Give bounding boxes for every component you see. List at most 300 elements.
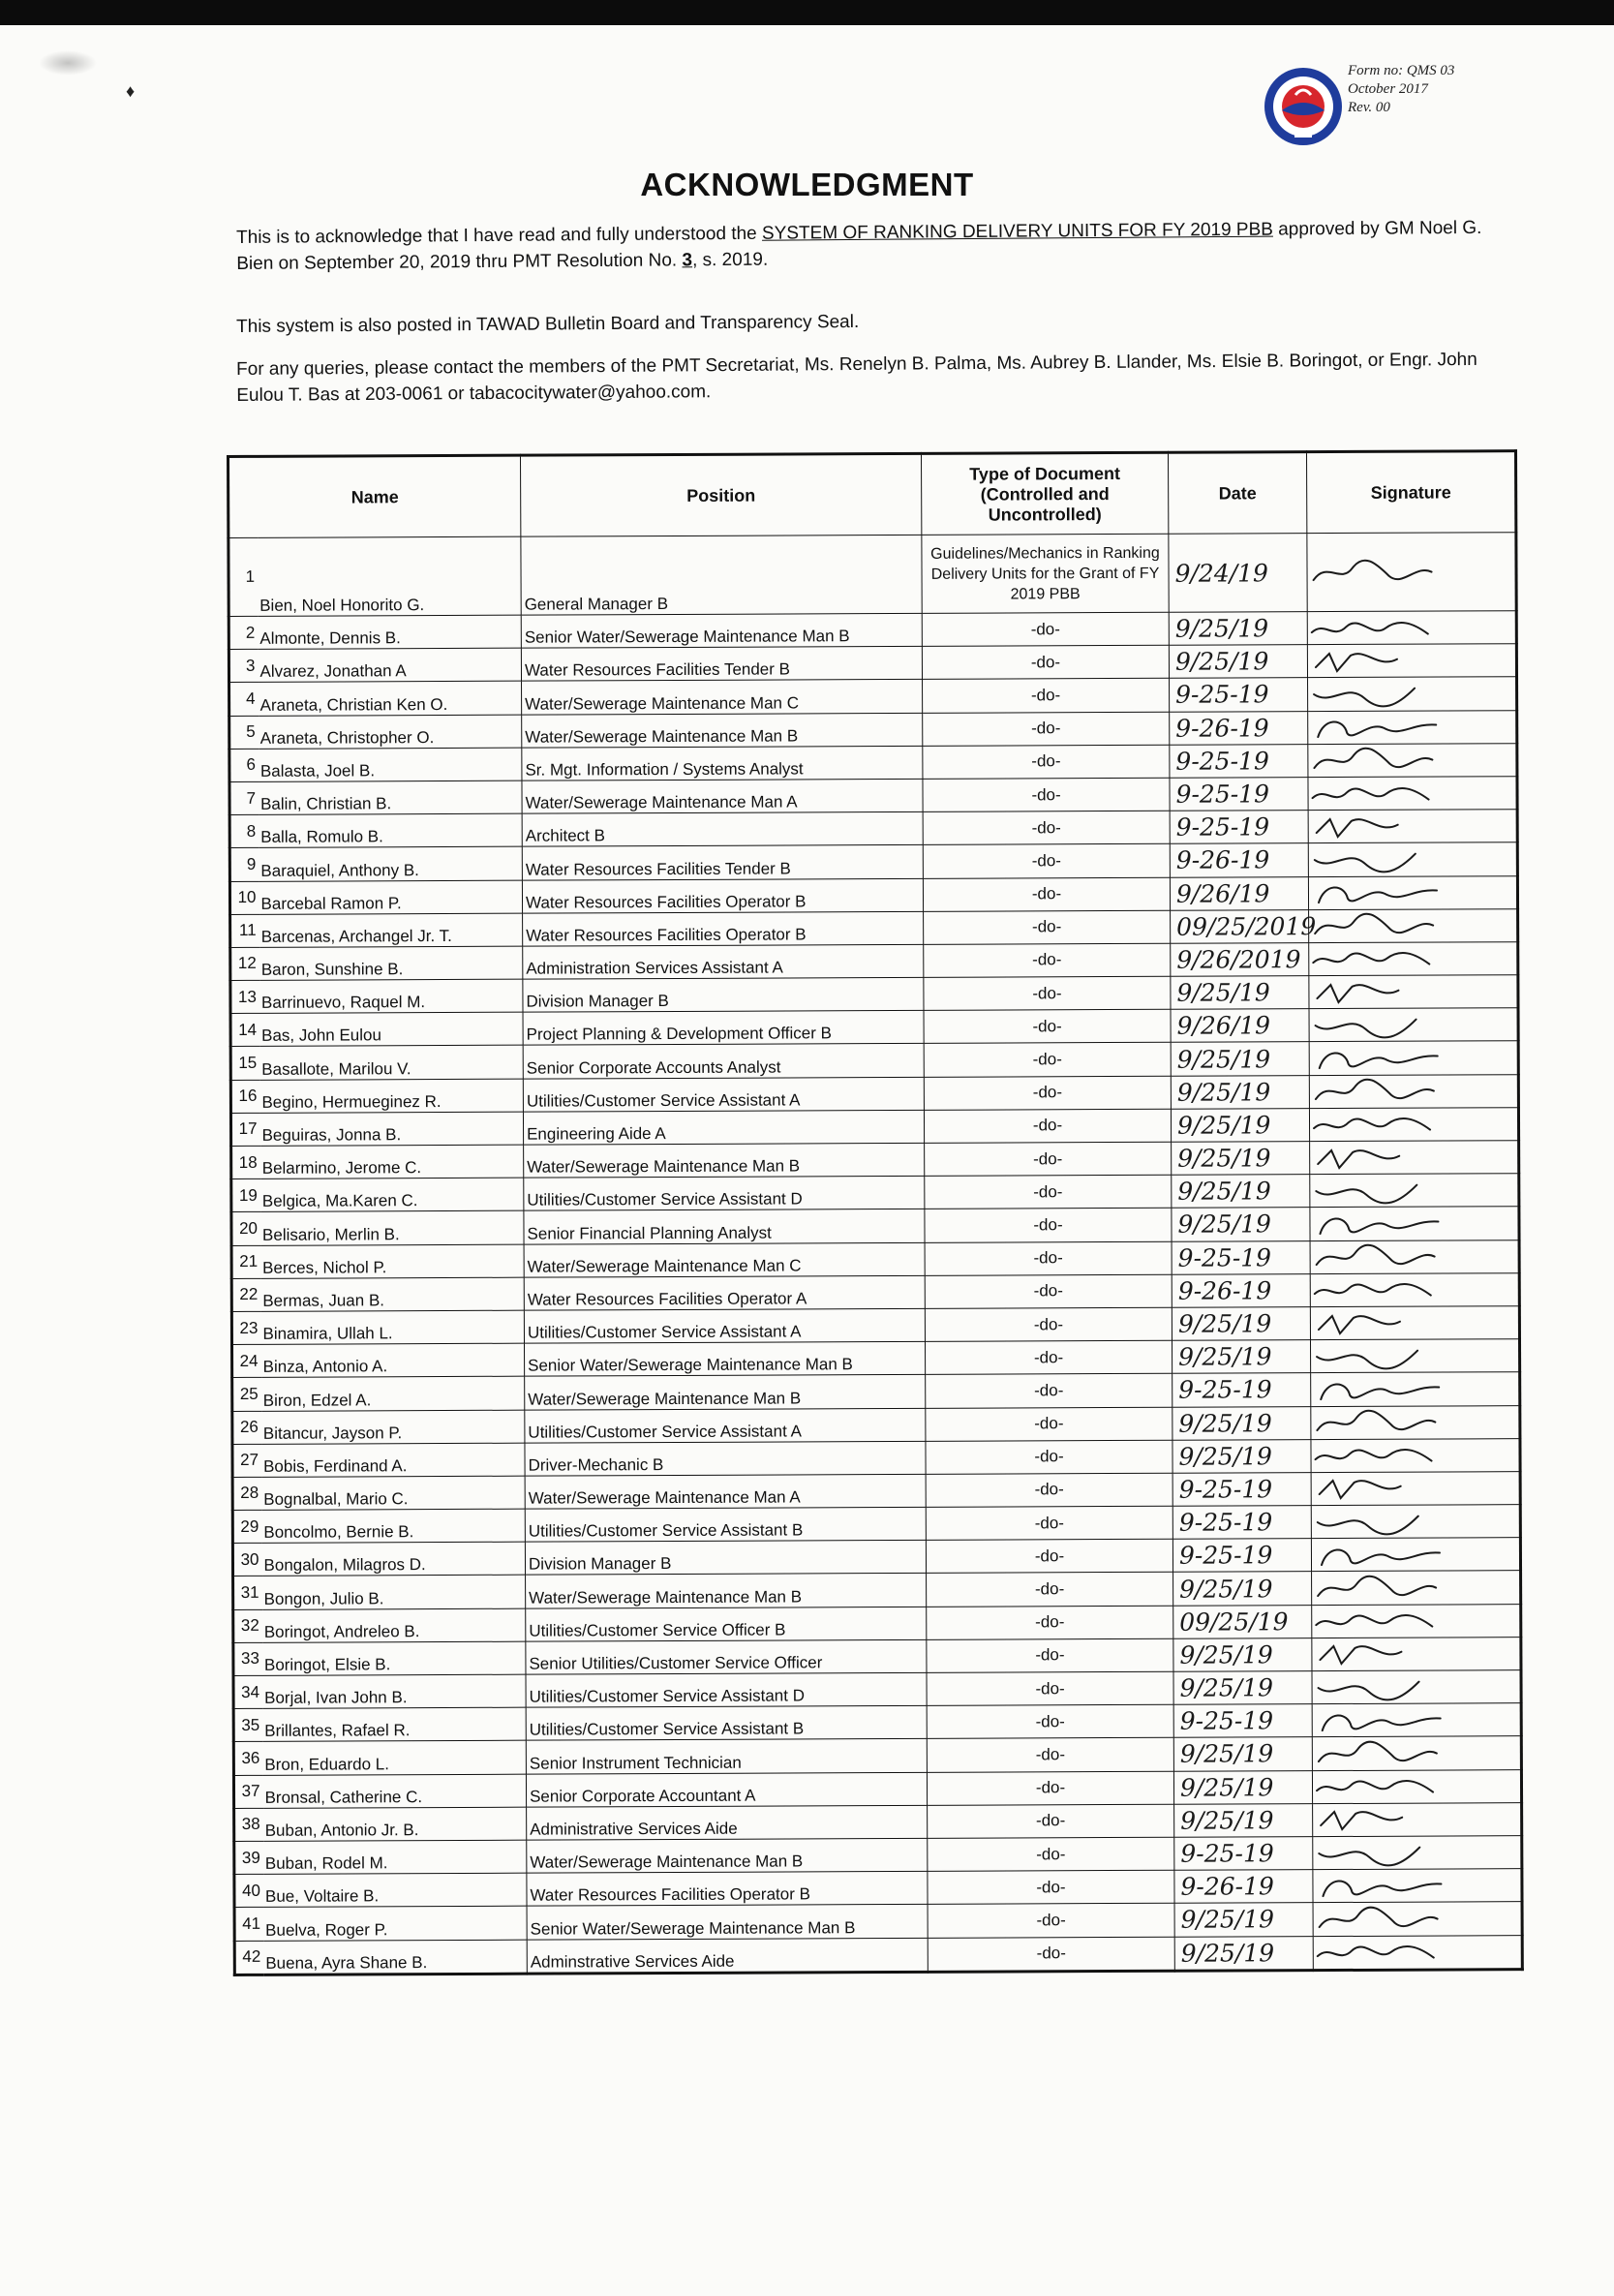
employee-name: Bognalbal, Mario C. — [261, 1476, 525, 1510]
row-number: 10 — [229, 881, 259, 914]
table-row — [232, 1339, 1520, 1378]
handwritten-signature — [1308, 780, 1498, 808]
signature-cell — [1311, 1538, 1520, 1572]
employee-name: Binamira, Ullah L. — [260, 1310, 524, 1344]
signature-cell — [1311, 1505, 1520, 1539]
signature-cell — [1308, 810, 1517, 843]
row-number: 14 — [230, 1014, 259, 1047]
signature-cell — [1310, 1306, 1519, 1340]
document-type: -do- — [927, 1738, 1173, 1772]
row-number: 40 — [234, 1874, 263, 1907]
employee-name: Balla, Romulo B. — [259, 813, 522, 847]
row-number: 4 — [229, 683, 259, 716]
table-header-row — [228, 451, 1516, 538]
employee-name: Buban, Rodel M. — [263, 1840, 527, 1874]
document-type: -do- — [926, 1407, 1172, 1441]
employee-name: Bue, Voltaire B. — [263, 1873, 527, 1907]
document-type: -do- — [923, 712, 1170, 746]
employee-position: Water/Sewerage Maintenance Man B — [522, 713, 923, 748]
handwritten-signature — [1312, 1640, 1502, 1668]
table-row — [230, 1008, 1518, 1047]
document-type: -do- — [928, 1904, 1174, 1938]
signature-cell — [1313, 1935, 1522, 1970]
employee-name: Bitancur, Jayson P. — [261, 1410, 525, 1444]
signature-cell — [1312, 1670, 1521, 1704]
signature-cell — [1310, 1272, 1519, 1306]
handwritten-date: 9-26-19 — [1174, 1870, 1313, 1904]
row-number: 39 — [234, 1841, 263, 1874]
table-row — [231, 1272, 1519, 1311]
handwritten-signature — [1309, 912, 1499, 940]
employee-name: Bas, John Eulou — [259, 1012, 523, 1046]
employee-position: Utilities/Customer Service Assistant D — [526, 1672, 927, 1707]
signature-cell — [1313, 1902, 1522, 1936]
signature-cell — [1309, 908, 1518, 942]
signature-cell — [1311, 1405, 1520, 1439]
handwritten-date: 9/25/19 — [1173, 1671, 1312, 1705]
handwritten-signature — [1313, 1706, 1503, 1734]
document-type: -do- — [925, 1209, 1172, 1242]
document-type: -do- — [923, 778, 1170, 811]
handwritten-date: 9-25-19 — [1170, 778, 1308, 811]
handwritten-signature — [1313, 1839, 1503, 1867]
form-revision: Rev. 00 — [1348, 100, 1390, 115]
row-number: 20 — [231, 1212, 260, 1245]
document-type: -do- — [922, 645, 1169, 679]
employee-name: Buban, Antonio Jr. B. — [263, 1807, 527, 1841]
handwritten-signature — [1308, 614, 1498, 642]
document-type: -do- — [924, 976, 1171, 1010]
row-number: 37 — [233, 1775, 262, 1808]
handwritten-signature — [1313, 1673, 1503, 1701]
signature-cell — [1312, 1571, 1521, 1605]
employee-name: Bongalon, Milagros D. — [261, 1542, 525, 1576]
table-row — [233, 1571, 1521, 1609]
table-row — [229, 842, 1517, 881]
signature-cell — [1309, 1041, 1518, 1075]
handwritten-date: 9/25/19 — [1173, 1638, 1312, 1671]
handwritten-date: 9/25/19 — [1172, 1340, 1310, 1374]
handwritten-date: 9-26-19 — [1170, 843, 1308, 877]
row-number: 13 — [230, 980, 259, 1013]
handwritten-signature — [1310, 1111, 1500, 1139]
employee-position: Water/Sewerage Maintenance Man C — [524, 1242, 925, 1277]
handwritten-date: 9/26/2019 — [1171, 943, 1309, 977]
employee-position: Senior Financial Planning Analyst — [524, 1209, 925, 1244]
table-row — [232, 1538, 1520, 1577]
signature-cell — [1309, 1074, 1518, 1108]
employee-position: Water Resources Facilities Tender B — [521, 647, 922, 682]
document-type: -do- — [927, 1638, 1173, 1672]
employee-name: Boncolmo, Bernie B. — [261, 1509, 525, 1543]
handwritten-date: 09/25/19 — [1173, 1605, 1312, 1638]
employee-name: Borjal, Ivan John B. — [262, 1674, 526, 1708]
employee-name: Bien, Noel Honorito G. — [258, 536, 521, 616]
handwritten-signature — [1312, 1475, 1502, 1503]
handwritten-signature — [1311, 1408, 1501, 1436]
table-row — [228, 533, 1516, 617]
table-row — [233, 1736, 1521, 1775]
handwritten-date: 9/26/19 — [1170, 876, 1308, 910]
employee-position: Water Resources Facilities Operator B — [522, 878, 923, 913]
handwritten-signature — [1308, 647, 1498, 675]
row-number: 6 — [229, 749, 259, 781]
employee-name: Biron, Edzel A. — [261, 1376, 525, 1410]
header-signature: Signature — [1306, 451, 1515, 534]
document-type: -do- — [924, 1109, 1171, 1143]
page-title: ACKNOWLEDGMENT — [640, 167, 974, 202]
employee-position: Water/Sewerage Maintenance Man C — [522, 680, 923, 715]
document-type: -do- — [923, 877, 1170, 911]
signature-cell — [1312, 1736, 1521, 1770]
handwritten-date: 9/25/19 — [1172, 1307, 1310, 1341]
table-row — [230, 1107, 1518, 1146]
document-type: -do- — [922, 612, 1169, 646]
handwritten-date: 9-25-19 — [1172, 1506, 1311, 1540]
row-number: 5 — [229, 716, 259, 749]
handwritten-signature — [1311, 1309, 1501, 1337]
row-number: 8 — [229, 814, 259, 847]
row-number: 9 — [229, 848, 259, 881]
row-number: 32 — [233, 1609, 262, 1642]
table-row — [228, 644, 1516, 683]
form-date: October 2017 — [1348, 81, 1428, 97]
employee-position: Water Resources Facilities Operator B — [527, 1871, 928, 1906]
employee-position: Senior Water/Sewerage Maintenance Man B — [521, 613, 922, 648]
employee-name: Almonte, Dennis B. — [258, 615, 521, 649]
row-number: 12 — [230, 947, 259, 980]
row-number: 17 — [230, 1113, 259, 1146]
row-number: 15 — [230, 1047, 259, 1080]
employee-name: Buelva, Roger P. — [263, 1906, 527, 1940]
signature-cell — [1313, 1802, 1522, 1836]
signature-cell — [1312, 1637, 1521, 1670]
handwritten-date: 9-25-19 — [1173, 1704, 1312, 1738]
handwritten-date: 9/25/19 — [1171, 1042, 1309, 1076]
employee-position: Adminstrative Services Aide — [527, 1938, 928, 1974]
employee-position: Senior Water/Sewerage Maintenance Man B — [525, 1341, 926, 1376]
signature-cell — [1308, 677, 1517, 711]
handwritten-date: 9/25/19 — [1172, 1208, 1310, 1241]
table-row — [229, 810, 1517, 848]
employee-position: Senior Corporate Accounts Analyst — [523, 1044, 924, 1079]
signature-cell — [1311, 1472, 1520, 1506]
handwritten-date: 9/25/19 — [1171, 1075, 1309, 1109]
table-row — [234, 1935, 1522, 1975]
signature-cell — [1310, 1141, 1519, 1175]
employee-position: Water/Sewerage Maintenance Man B — [527, 1838, 928, 1873]
document-type: -do- — [924, 943, 1171, 977]
employee-name: Baron, Sunshine B. — [259, 946, 523, 980]
handwritten-date: 9/25/19 — [1173, 1770, 1312, 1804]
employee-name: Belarmino, Jerome C. — [260, 1145, 524, 1179]
employee-name: Bermas, Juan B. — [260, 1277, 524, 1311]
row-number: 27 — [232, 1444, 261, 1477]
employee-name: Baraquiel, Anthony B. — [259, 846, 522, 880]
handwritten-signature — [1309, 945, 1499, 973]
employee-position: Water Resources Facilities Operator B — [523, 911, 924, 946]
employee-position: Water/Sewerage Maintenance Man B — [526, 1574, 927, 1608]
table-row — [231, 1207, 1519, 1245]
document-type: -do- — [927, 1771, 1173, 1805]
employee-name: Balasta, Joel B. — [259, 748, 522, 781]
row-number: 35 — [233, 1709, 262, 1742]
row-number: 28 — [232, 1477, 261, 1510]
handwritten-signature — [1310, 1209, 1500, 1238]
header-date: Date — [1168, 452, 1306, 535]
row-number: 33 — [233, 1642, 262, 1675]
table-row — [233, 1637, 1521, 1675]
table-row — [230, 1041, 1518, 1080]
handwritten-signature — [1309, 812, 1499, 841]
table-row — [231, 1306, 1519, 1345]
document-type: -do- — [923, 679, 1170, 713]
table-row — [233, 1703, 1521, 1742]
employee-position: General Manager B — [521, 535, 922, 615]
table-row — [234, 1802, 1522, 1841]
employee-position: Division Manager B — [525, 1541, 926, 1576]
handwritten-date: 9/25/19 — [1169, 645, 1307, 679]
document-type: -do- — [923, 811, 1170, 844]
signature-cell — [1309, 1008, 1518, 1042]
employee-position: Water Resources Facilities Tender B — [522, 845, 923, 880]
document-type: -do- — [925, 1241, 1172, 1275]
employee-position: Senior Utilities/Customer Service Officer — [526, 1639, 927, 1674]
table-row — [233, 1769, 1521, 1808]
acknowledgment-table-wrap — [227, 449, 1521, 1975]
handwritten-date: 9/24/19 — [1169, 534, 1307, 613]
employee-position: Utilities/Customer Service Assistant D — [524, 1177, 925, 1211]
employee-name: Bron, Eduardo L. — [262, 1741, 526, 1775]
signature-cell — [1309, 975, 1518, 1009]
system-title: SYSTEM OF RANKING DELIVERY UNITS FOR FY 2019 PBB — [761, 219, 1273, 244]
table-row — [229, 677, 1517, 716]
handwritten-date: 9-26-19 — [1170, 711, 1308, 745]
handwritten-signature — [1310, 1177, 1500, 1205]
signature-cell — [1311, 1372, 1520, 1406]
table-row — [231, 1174, 1519, 1212]
document-type: -do- — [928, 1937, 1174, 1972]
row-number: 41 — [234, 1908, 263, 1941]
handwritten-signature — [1310, 1011, 1500, 1039]
employee-name: Boringot, Andreleo B. — [262, 1608, 526, 1642]
table-row — [230, 908, 1518, 947]
handwritten-date: 9/25/19 — [1172, 1175, 1310, 1209]
signature-cell — [1310, 1339, 1519, 1373]
document-type: -do- — [926, 1440, 1172, 1474]
handwritten-date: 9-25-19 — [1172, 1539, 1311, 1573]
row-number: 34 — [233, 1675, 262, 1708]
employee-name: Basallote, Marilou V. — [259, 1046, 523, 1080]
signature-cell — [1310, 1207, 1519, 1240]
signature-cell — [1313, 1836, 1522, 1870]
row-number: 18 — [231, 1146, 260, 1179]
employee-name: Belgica, Ma.Karen C. — [260, 1178, 524, 1211]
handwritten-date: 9/26/19 — [1171, 1009, 1309, 1043]
handwritten-date: 9-25-19 — [1172, 1240, 1310, 1274]
scan-speck: ♦ — [126, 81, 136, 101]
signature-cell — [1308, 842, 1517, 876]
employee-name: Brillantes, Rafael R. — [262, 1707, 526, 1741]
handwritten-signature — [1313, 1872, 1503, 1900]
employee-name: Barrinuevo, Raquel M. — [259, 979, 523, 1013]
table-row — [230, 1074, 1518, 1113]
handwritten-signature — [1311, 1342, 1501, 1370]
document-type: -do- — [925, 1274, 1172, 1308]
row-number: 26 — [232, 1411, 261, 1444]
employee-name: Barcebal Ramon P. — [259, 880, 522, 914]
table-row — [232, 1505, 1520, 1544]
document-type: -do- — [926, 1340, 1172, 1374]
handwritten-signature — [1311, 1242, 1501, 1270]
document-type: -do- — [927, 1671, 1173, 1705]
table-row — [228, 611, 1516, 650]
employee-position: Architect B — [522, 811, 923, 846]
employee-position: Water/Sewerage Maintenance Man B — [525, 1375, 926, 1410]
employee-position: Water/Sewerage Maintenance Man A — [525, 1474, 926, 1509]
intro-prefix: This is to acknowledge that I have read and fully understood the — [236, 223, 763, 248]
document-type: -do- — [928, 1804, 1174, 1838]
handwritten-signature — [1310, 1044, 1500, 1072]
document-type: -do- — [925, 1307, 1172, 1341]
employee-position: Utilities/Customer Service Assistant A — [524, 1308, 925, 1343]
employee-position: Project Planning & Development Officer B — [523, 1011, 924, 1046]
signature-cell — [1307, 611, 1516, 645]
employee-name: Beguiras, Jonna B. — [259, 1112, 523, 1146]
row-number: 11 — [230, 914, 259, 947]
table-row — [233, 1670, 1521, 1709]
handwritten-date: 9-25-19 — [1170, 678, 1308, 712]
handwritten-date: 9-26-19 — [1172, 1273, 1310, 1307]
employee-name: Binza, Antonio A. — [261, 1343, 525, 1377]
document-type: -do- — [928, 1837, 1174, 1871]
employee-position: Water/Sewerage Maintenance Man A — [522, 779, 923, 813]
table-row — [231, 1240, 1519, 1278]
table-row — [234, 1836, 1522, 1875]
table-row — [229, 743, 1517, 781]
employee-position: Utilities/Customer Service Officer B — [526, 1607, 927, 1641]
signature-cell — [1313, 1869, 1522, 1903]
employee-name: Bongon, Julio B. — [262, 1576, 526, 1609]
row-number: 38 — [234, 1808, 263, 1841]
employee-name: Belisario, Merlin B. — [260, 1211, 524, 1245]
signature-cell — [1308, 875, 1517, 909]
document-type: -do- — [924, 910, 1171, 944]
row-number: 22 — [231, 1278, 260, 1311]
table-row — [233, 1604, 1521, 1642]
employee-position: Administrative Services Aide — [527, 1805, 928, 1840]
signature-cell — [1312, 1703, 1521, 1737]
intro-middle: approved by GM Noel G. Bien on September 20, 2019 thru PMT Resolution No. — [236, 217, 1482, 274]
handwritten-date: 9/25/19 — [1172, 1439, 1311, 1473]
document-type: -do- — [927, 1606, 1173, 1639]
document-type: -do- — [926, 1374, 1172, 1408]
handwritten-date: 9/25/19 — [1172, 1406, 1311, 1440]
acknowledgment-paragraph — [236, 215, 1505, 277]
signature-cell — [1312, 1769, 1521, 1803]
handwritten-date: 9-25-19 — [1172, 1373, 1311, 1407]
form-info — [1348, 62, 1454, 117]
form-number: Form no: QMS 03 — [1348, 63, 1455, 78]
employee-position: Senior Water/Sewerage Maintenance Man B — [527, 1905, 928, 1940]
table-row — [229, 875, 1517, 914]
table-row — [230, 942, 1518, 981]
handwritten-signature — [1312, 1607, 1502, 1635]
employee-position: Water/Sewerage Maintenance Man B — [524, 1143, 925, 1178]
document-type: -do- — [927, 1704, 1173, 1738]
handwritten-signature — [1308, 747, 1498, 775]
row-number: 16 — [230, 1080, 259, 1113]
employee-name: Alvarez, Jonathan A — [258, 648, 521, 682]
employee-name: Buena, Ayra Shane B. — [263, 1940, 527, 1975]
handwritten-signature — [1314, 1905, 1504, 1933]
handwritten-date: 9/25/19 — [1173, 1737, 1312, 1771]
document-type: -do- — [923, 745, 1170, 779]
row-number: 3 — [228, 650, 258, 683]
handwritten-date: 9-25-19 — [1174, 1837, 1313, 1871]
signature-cell — [1310, 1240, 1519, 1273]
handwritten-signature — [1314, 1938, 1504, 1966]
employee-name: Barcenas, Archangel Jr. T. — [259, 913, 523, 947]
employee-position: Engineering Aide A — [523, 1110, 924, 1145]
table-body — [228, 533, 1522, 1975]
row-number: 29 — [232, 1510, 261, 1543]
signature-cell — [1308, 777, 1517, 811]
header-doc-type: Type of Document (Controlled and Uncontrolled) — [921, 452, 1168, 535]
header-name: Name — [228, 455, 521, 537]
handwritten-signature — [1313, 1772, 1503, 1800]
handwritten-signature — [1313, 1739, 1503, 1767]
handwritten-signature — [1311, 1442, 1501, 1470]
table-row — [229, 777, 1517, 815]
employee-position: Water Resources Facilities Operator A — [524, 1275, 925, 1310]
handwritten-signature — [1309, 978, 1499, 1006]
signature-cell — [1307, 644, 1516, 678]
row-number: 7 — [229, 781, 259, 814]
employee-name: Bobis, Ferdinand A. — [261, 1443, 525, 1477]
employee-position: Utilities/Customer Service Assistant B — [525, 1507, 926, 1542]
employee-position: Utilities/Customer Service Assistant A — [525, 1408, 926, 1443]
employee-position: Senior Instrument Technician — [526, 1739, 927, 1774]
handwritten-signature — [1308, 680, 1498, 708]
row-number: 1 — [228, 537, 258, 616]
row-number: 24 — [232, 1344, 261, 1377]
employee-position: Driver-Mechanic B — [525, 1441, 926, 1476]
handwritten-date: 9/25/19 — [1174, 1936, 1313, 1971]
row-number: 21 — [231, 1245, 260, 1278]
acknowledgment-table — [227, 449, 1524, 1975]
handwritten-date: 9/25/19 — [1171, 976, 1309, 1010]
employee-name: Berces, Nichol P. — [260, 1244, 524, 1278]
employee-position: Division Manager B — [523, 977, 924, 1012]
document-type: -do- — [926, 1473, 1172, 1507]
handwritten-signature — [1307, 558, 1497, 586]
signature-cell — [1310, 1174, 1519, 1208]
scan-top-edge — [0, 0, 1614, 25]
signature-cell — [1308, 743, 1517, 777]
handwritten-date: 9-25-19 — [1170, 744, 1308, 778]
handwritten-signature — [1313, 1806, 1503, 1834]
table-row — [229, 710, 1517, 749]
handwritten-signature — [1311, 1375, 1501, 1403]
row-number: 42 — [234, 1941, 263, 1975]
row-number: 19 — [231, 1179, 260, 1212]
row-number: 31 — [233, 1577, 262, 1609]
document-type: -do- — [926, 1506, 1172, 1540]
document-type: -do- — [923, 844, 1170, 878]
handwritten-signature — [1310, 1077, 1500, 1105]
handwritten-date: 9/25/19 — [1169, 612, 1307, 646]
